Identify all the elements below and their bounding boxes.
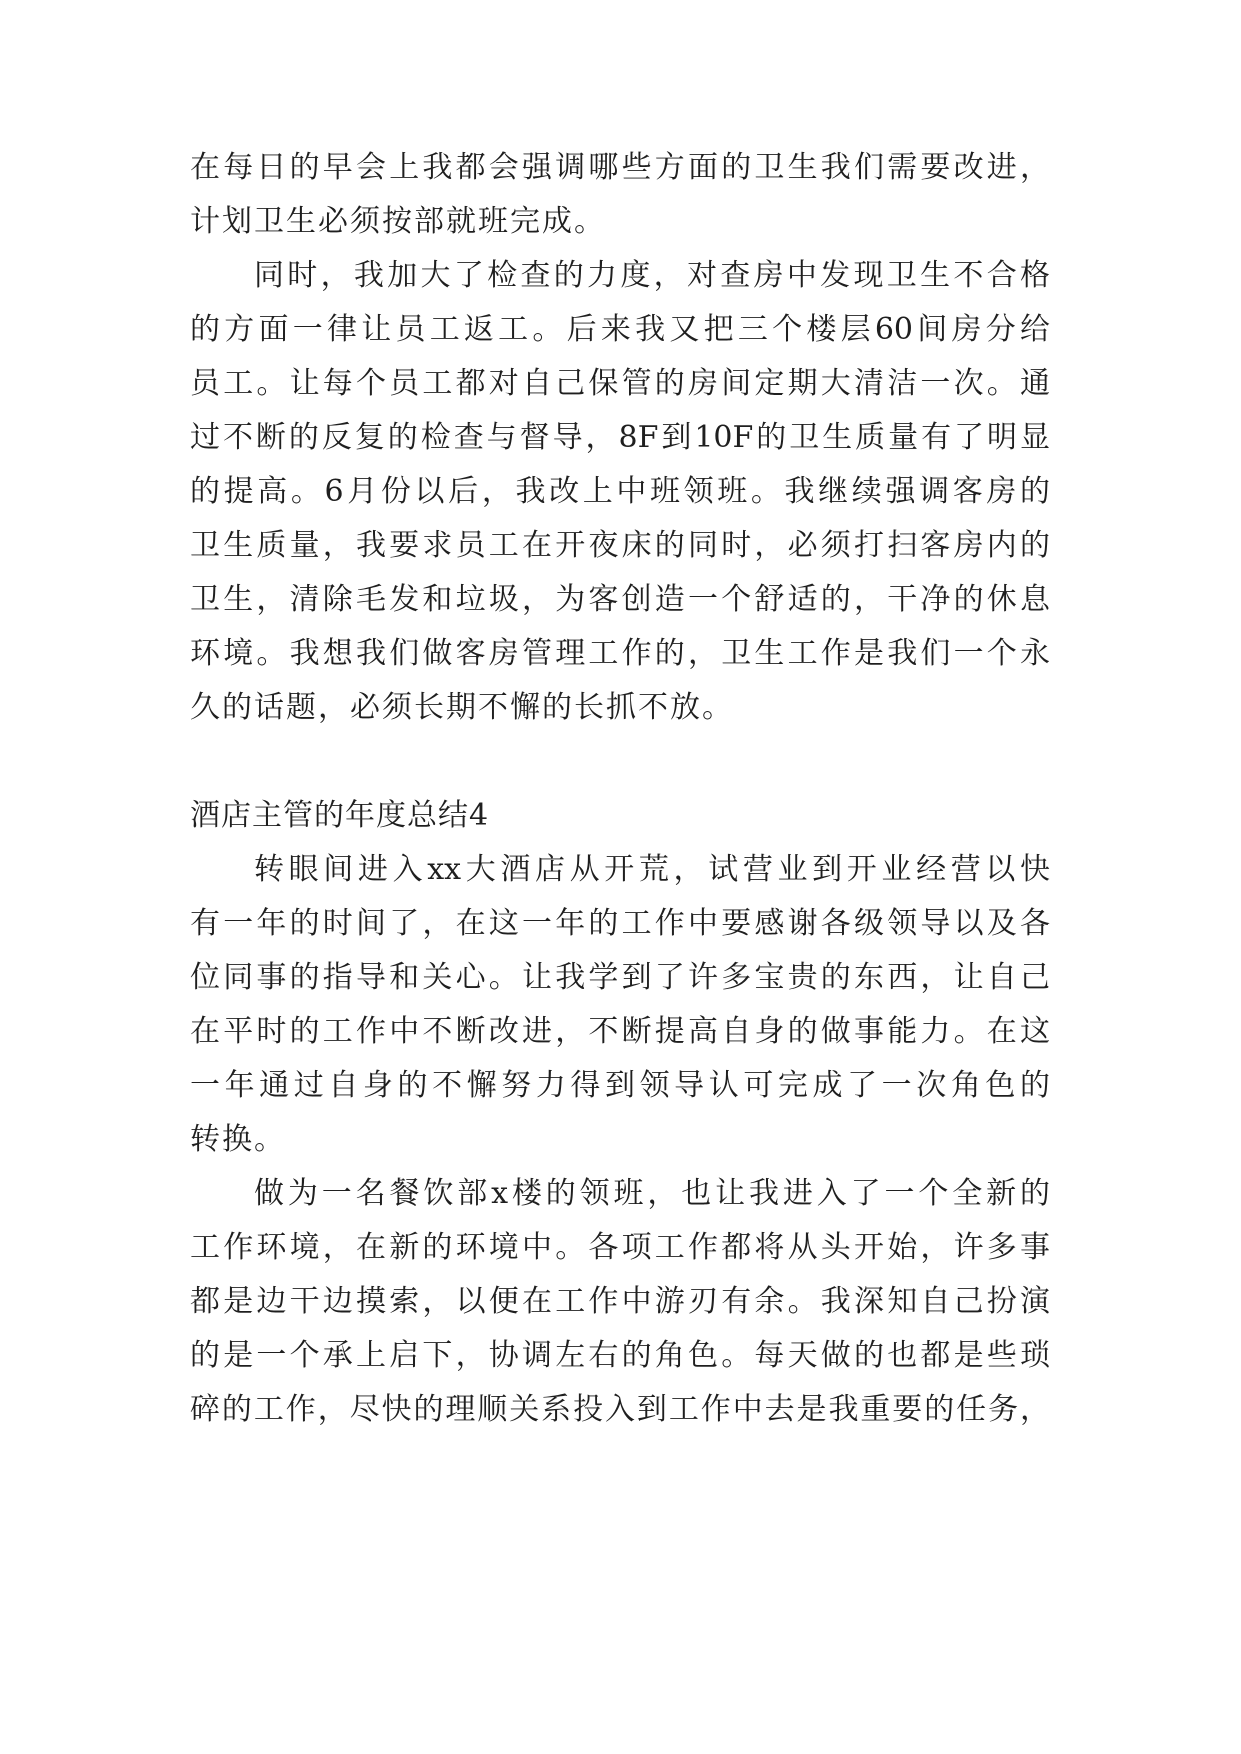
- paragraph-2-line-4: 过不断的反复的检查与督导，8F到10F的卫生质量有了明显: [190, 420, 1050, 455]
- paragraph-2-line-2: 的方面一律让员工返工。后来我又把三个楼层60间房分给: [190, 312, 1050, 347]
- paragraph-2-line-7: 卫生，清除毛发和垃圾，为客创造一个舒适的，干净的休息: [190, 582, 1050, 617]
- paragraph-4-line-1: 做为一名餐饮部x楼的领班，也让我进入了一个全新的: [254, 1176, 1050, 1211]
- paragraph-3-line-5: 一年通过自身的不懈努力得到领导认可完成了一次角色的: [190, 1068, 1050, 1103]
- paragraph-4-line-4: 的是一个承上启下，协调左右的角色。每天做的也都是些琐: [190, 1338, 1050, 1373]
- paragraph-3-line-6: 转换。: [190, 1122, 286, 1157]
- paragraph-3-line-1: 转眼间进入xx大酒店从开荒，试营业到开业经营以快: [254, 852, 1050, 887]
- paragraph-4-line-2: 工作环境，在新的环境中。各项工作都将从头开始，许多事: [190, 1230, 1050, 1265]
- paragraph-4-line-5: 碎的工作，尽快的理顺关系投入到工作中去是我重要的任务，: [190, 1392, 1050, 1427]
- paragraph-3-line-4: 在平时的工作中不断改进，不断提高自身的做事能力。在这: [190, 1014, 1050, 1049]
- section-heading: 酒店主管的年度总结4: [190, 798, 490, 833]
- paragraph-2-line-8: 环境。我想我们做客房管理工作的，卫生工作是我们一个永: [190, 636, 1050, 671]
- paragraph-2-line-5: 的提高。6月份以后，我改上中班领班。我继续强调客房的: [190, 474, 1050, 509]
- paragraph-3-line-2: 有一年的时间了，在这一年的工作中要感谢各级领导以及各: [190, 906, 1050, 941]
- paragraph-1-line-2: 计划卫生必须按部就班完成。: [190, 204, 606, 239]
- paragraph-2-line-6: 卫生质量，我要求员工在开夜床的同时，必须打扫客房内的: [190, 528, 1050, 563]
- paragraph-2-line-3: 员工。让每个员工都对自己保管的房间定期大清洁一次。通: [190, 366, 1050, 401]
- paragraph-2-line-9: 久的话题，必须长期不懈的长抓不放。: [190, 690, 734, 725]
- paragraph-3-line-3: 位同事的指导和关心。让我学到了许多宝贵的东西，让自己: [190, 960, 1050, 995]
- paragraph-4-line-3: 都是边干边摸索，以便在工作中游刃有余。我深知自己扮演: [190, 1284, 1050, 1319]
- paragraph-1-line-1: 在每日的早会上我都会强调哪些方面的卫生我们需要改进，: [190, 150, 1050, 185]
- paragraph-2-line-1: 同时，我加大了检查的力度，对查房中发现卫生不合格: [254, 258, 1050, 293]
